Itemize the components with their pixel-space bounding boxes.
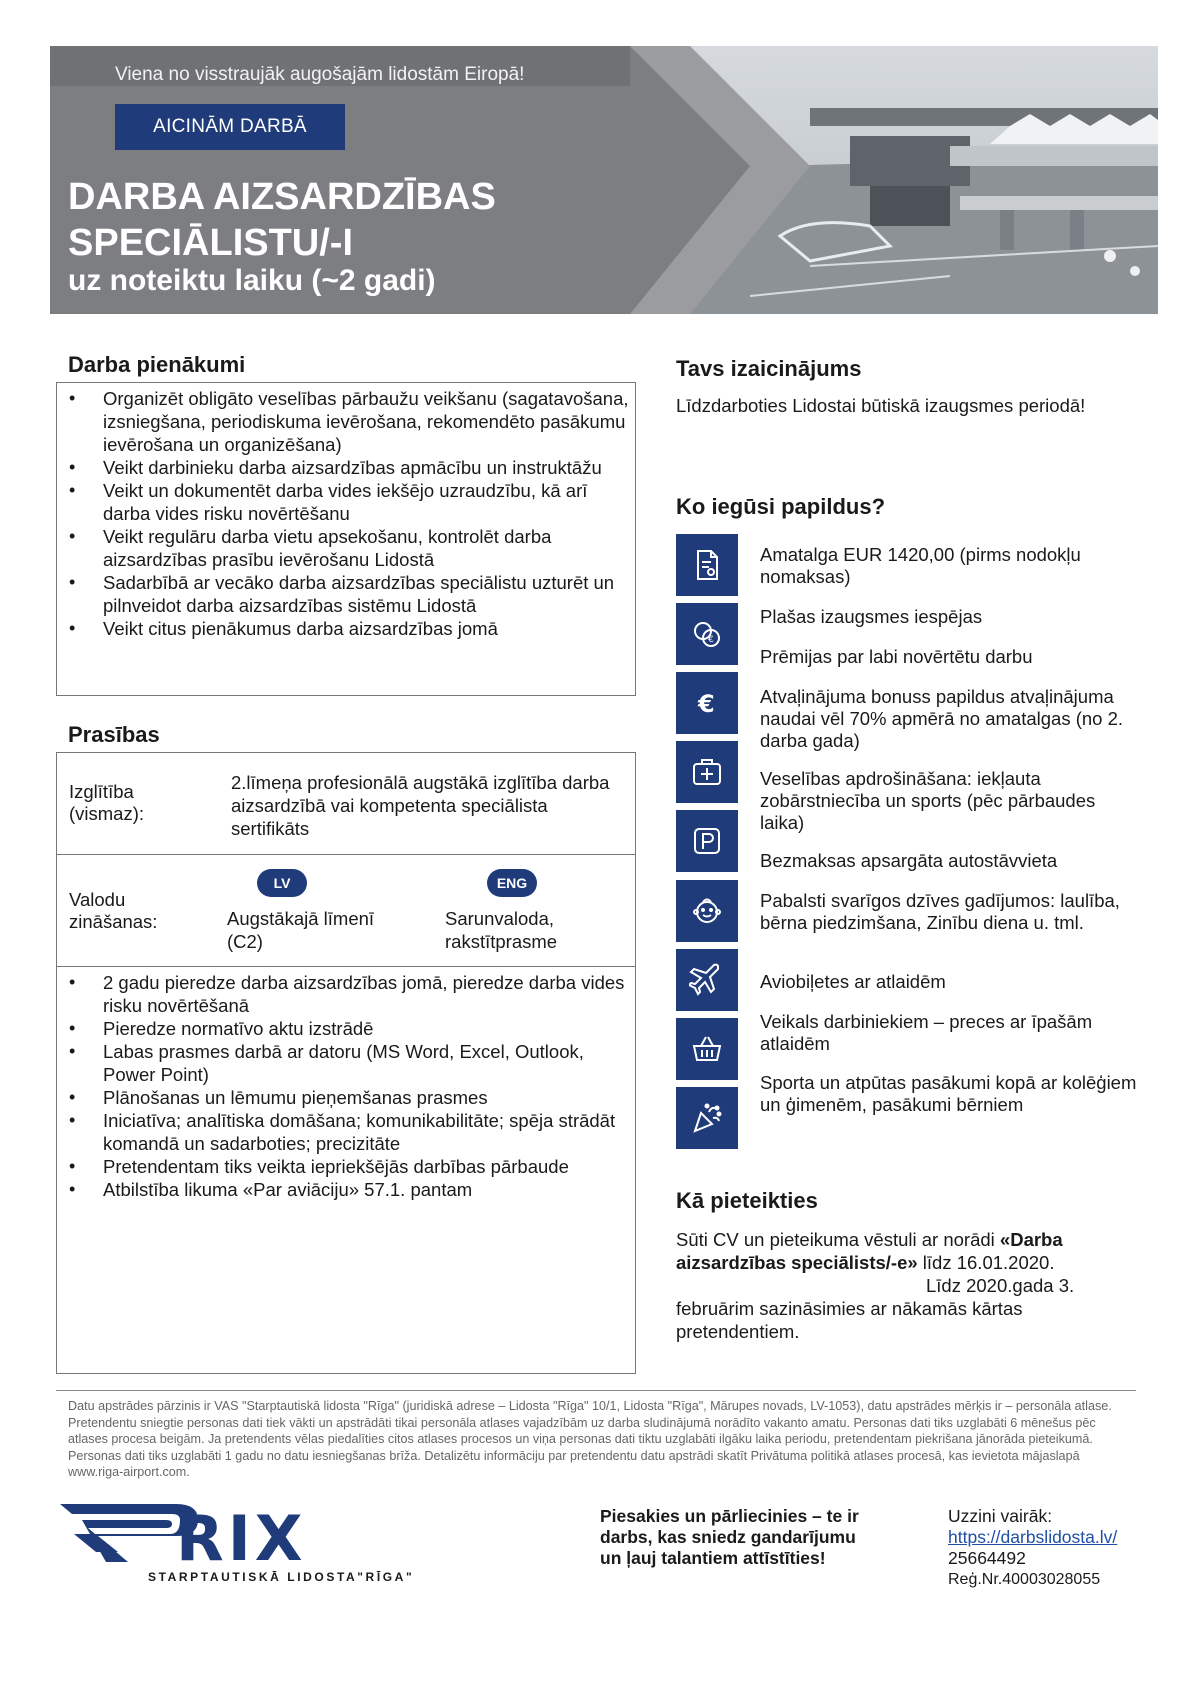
job-title-line2: SPECIĀLISTU/-I bbox=[68, 222, 354, 264]
lang-eng-badge: ENG bbox=[487, 869, 537, 897]
education-row bbox=[57, 753, 635, 855]
lang-eng-level: Sarunvaloda, rakstītprasme bbox=[445, 908, 558, 952]
duty-item: • Veikt citus pienākumus darba aizsardzības jomā bbox=[57, 617, 635, 640]
requirement-item: • 2 gadu pieredze darba aizsardzības jomā, pieredze darba vides risku novērtēšanā bbox=[57, 971, 635, 1017]
duty-item: • Veikt un dokumentēt darba vides iekšējo uzraudzību, kā arī darba vides risku novērtēšanu bbox=[57, 479, 635, 525]
contact-phone: 25664492 bbox=[948, 1548, 1026, 1568]
contact-block bbox=[948, 1506, 1117, 1590]
requirement-item: • Iniciatīva; analītiska domāšana; komunikabilitāte; spēja strādāt komandā un sadarboties; precizitāte bbox=[57, 1109, 635, 1155]
requirement-item: • Pretendentam tiks veikta iepriekšējās darbības pārbaude bbox=[57, 1155, 635, 1178]
requirement-item: • Atbilstība likuma «Par aviāciju» 57.1. pantam bbox=[57, 1178, 635, 1201]
requirement-item: • Labas prasmes darbā ar datoru (MS Word, Excel, Outlook, Power Point) bbox=[57, 1040, 635, 1086]
lang-lv-badge: LV bbox=[257, 869, 307, 897]
apply-deadline: līdz 16.01.2020. bbox=[917, 1252, 1055, 1273]
job-title bbox=[68, 174, 496, 266]
rix-logo bbox=[58, 1500, 418, 1580]
duties-heading: Darba pienākumi bbox=[68, 352, 246, 377]
apply-heading: Kā pieteikties bbox=[676, 1188, 818, 1213]
languages-label: Valodu zināšanas: bbox=[69, 889, 158, 932]
benefit-health-insurance: Veselības apdrošināšana: iekļauta zobārstniecība un sports (pēc pārbaudes laika) bbox=[760, 768, 1096, 833]
hero-tagline: Viena no visstraujāk augošajām lidostām Eiropā! bbox=[115, 64, 525, 85]
hero-banner bbox=[50, 46, 1158, 314]
benefit-vacation-bonus: Atvaļinājuma bonuss papildus atvaļinājuma naudai vēl 70% apmērā no amatalgas (no 2. darba gada) bbox=[760, 686, 1124, 751]
duty-item: • Sadarbībā ar vecāko darba aizsardzības speciālistu uzturēt un pilnveidot darba aizsardzības sistēmu Lidostā bbox=[57, 571, 635, 617]
rix-logo-text: RIX bbox=[176, 1502, 307, 1575]
requirements-box bbox=[56, 752, 636, 1374]
euro-icon bbox=[676, 672, 738, 734]
privacy-disclaimer: Datu apstrādes pārzinis ir VAS "Starptautiskā lidosta "Rīga" (juridiskā adrese – Lidosta "Rīga" 10/1, Lidosta "Rīga", Mārupes novads, LV-1053), datu apstrādes mērķis ir – personāla atlase. Pretendentu sniegtie personas dati tiek vākti un apstrādāti tikai personāla atlases vajadzībām uz darba sludinājumā norādīto vakanto amatu. Personas dati tiks uzglabāti 6 mēnešus pēc atlases procesa beigām. Ja pretendents vēlas piedalīties citos atlases procesos un viņa personas dati tiktu uzglabāti ilgāku laika periodu, pretendentam piekrišana jānorāda pieteikumā. Personas dati tiks uzglabāti 1 gadu no datu iesniegšanas brīža. Detalizētu informāciju par pretendentu datu apstrādi skatīt Privātuma politikā atlases procesā, kas ievietota mājaslapā www.riga-airport.com. bbox=[68, 1399, 1112, 1479]
benefit-sport-events: Sporta un atpūtas pasākumi kopā ar kolēģiem un ģimenēm, pasākumi bērniem bbox=[760, 1072, 1137, 1115]
duties-box bbox=[56, 382, 636, 696]
benefit-bonuses: Prēmijas par labi novērtētu darbu bbox=[760, 646, 1033, 667]
baby-icon bbox=[676, 880, 738, 942]
requirements-heading: Prasības bbox=[68, 722, 160, 747]
benefit-parking: Bezmaksas apsargāta autostāvvieta bbox=[760, 850, 1058, 871]
challenge-heading: Tavs izaicinājums bbox=[676, 356, 862, 381]
benefit-life-events: Pabalsti svarīgos dzīves gadījumos: laulība, bērna piedzimšana, Zinību diena u. tml. bbox=[760, 890, 1120, 933]
coins-icon bbox=[676, 603, 738, 665]
footer-slogan: Piesakies un pārliecinies – te ir darbs, kas sniedz gandarījumu un ļauj talantiem attīstīties! bbox=[600, 1506, 859, 1568]
svg-text:€: € bbox=[698, 690, 715, 718]
duty-item: • Organizēt obligāto veselības pārbaužu veikšanu (sagatavošana, izsniegšana, periodiskuma ievērošana, rekomendēto pasākumu ievērošana un organizēšana) bbox=[57, 387, 635, 456]
airplane-icon bbox=[676, 949, 738, 1011]
duties-list bbox=[57, 387, 635, 640]
careers-link[interactable]: https://darbslidosta.lv/ bbox=[948, 1527, 1118, 1547]
salary-document-icon bbox=[676, 534, 738, 596]
challenge-text: Līdzdarboties Lidostai būtiskā izaugsmes periodā! bbox=[676, 395, 1086, 416]
requirements-list-wrap bbox=[57, 971, 635, 1201]
apply-position-name: «Darba aizsardzības speciālists/-e» bbox=[676, 1229, 1063, 1273]
party-popper-icon bbox=[676, 1087, 738, 1149]
medical-kit-icon bbox=[676, 741, 738, 803]
svg-text:€: € bbox=[708, 635, 714, 645]
lang-lv-level: Augstākajā līmenī (C2) bbox=[227, 908, 375, 952]
shopping-basket-icon bbox=[676, 1018, 738, 1080]
duty-item: • Veikt darbinieku darba aizsardzības apmācību un instruktāžu bbox=[57, 456, 635, 479]
education-label: Izglītība (vismaz): bbox=[69, 781, 145, 824]
benefit-flight-tickets: Aviobiļetes ar atlaidēm bbox=[760, 971, 946, 992]
requirements-list bbox=[57, 971, 635, 1201]
requirement-item: • Plānošanas un lēmumu pieņemšanas prasmes bbox=[57, 1086, 635, 1109]
job-subtitle: uz noteiktu laiku (~2 gadi) bbox=[68, 264, 436, 297]
benefits-heading: Ko iegūsi papildus? bbox=[676, 494, 886, 519]
apply-contact-date: Līdz 2020.gada 3. bbox=[926, 1275, 1075, 1296]
languages-row bbox=[57, 855, 635, 967]
job-title-line1: DARBA AIZSARDZĪBAS bbox=[68, 176, 496, 218]
apply-text-start: Sūti CV un pieteikuma vēstuli ar norādi bbox=[676, 1229, 1000, 1250]
education-value: 2.līmeņa profesionālā augstākā izglītība darba aizsardzībā vai kompetenta speciālista sertifikāts bbox=[231, 772, 610, 839]
benefit-employee-shop: Veikals darbiniekiem – preces ar īpašām atlaidēm bbox=[760, 1011, 1093, 1054]
apply-contact-note: februārim sazināsimies ar nākamās kārtas pretendentiem. bbox=[676, 1298, 1023, 1342]
apply-text bbox=[676, 1228, 1106, 1343]
duty-item: • Veikt regulāru darba vietu apsekošanu, kontrolēt darba aizsardzības prasību ievērošanu Lidostā bbox=[57, 525, 635, 571]
benefit-salary: Amatalga EUR 1420,00 (pirms nodokļu nomaksas) bbox=[760, 544, 1081, 587]
footer-divider bbox=[56, 1390, 1136, 1391]
parking-icon bbox=[676, 810, 738, 872]
benefit-growth: Plašas izaugsmes iespējas bbox=[760, 606, 983, 627]
contact-label: Uzzini vairāk: bbox=[948, 1506, 1053, 1526]
registration-number: Reģ.Nr.40003028055 bbox=[948, 1571, 1101, 1588]
logo-subtitle: STARPTAUTISKĀ LIDOSTA"RĪGA" bbox=[148, 1570, 415, 1584]
hiring-badge: AICINĀM DARBĀ bbox=[115, 104, 345, 150]
requirement-item: • Pieredze normatīvo aktu izstrādē bbox=[57, 1017, 635, 1040]
